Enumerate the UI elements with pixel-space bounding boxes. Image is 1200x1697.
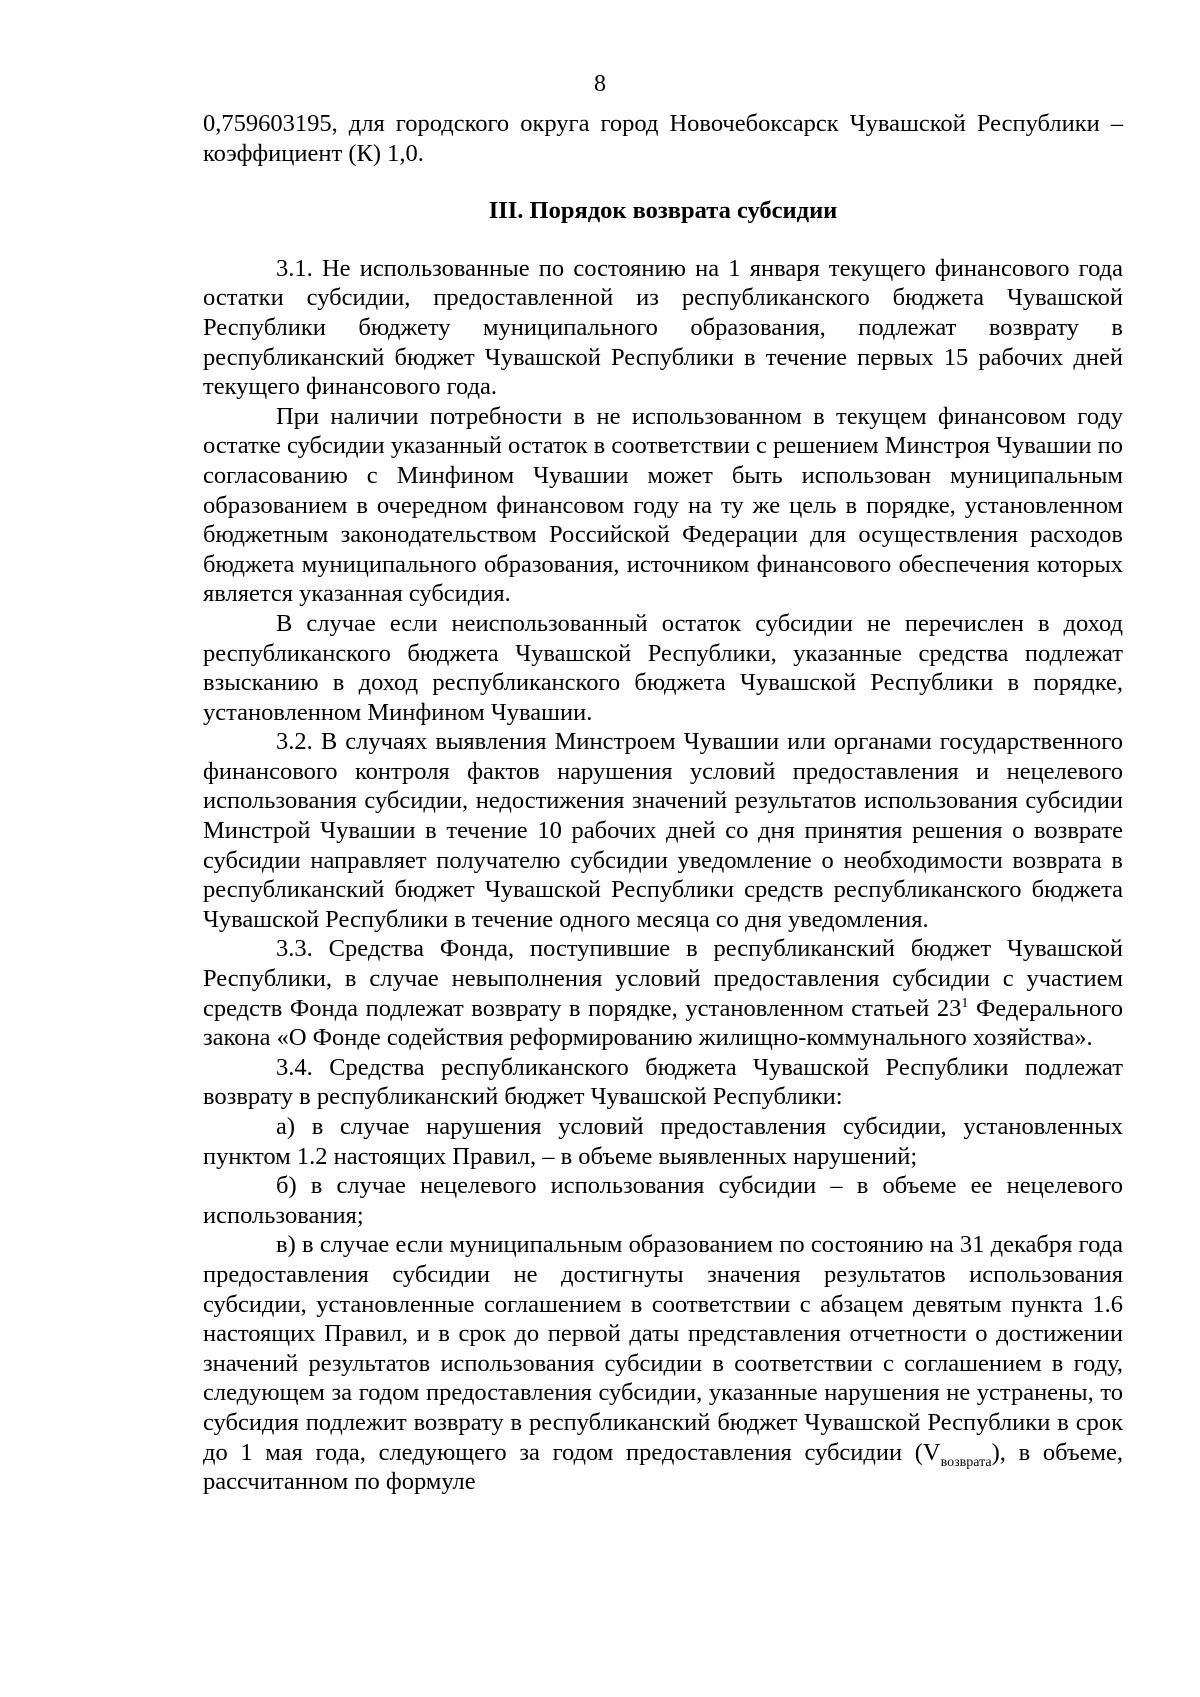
list-item-v-text-end: ), в объеме, рассчитанном по формуле — [203, 1438, 1123, 1496]
paragraph-3-3-text-end: Федерального закона «О Фонде содействия реформированию жилищно-коммунального хозяйства». — [203, 994, 1123, 1052]
list-item-v-text: в) в случае если муниципальным образованием по состоянию на 31 декабря года предоставления субсидии не достигнуты значения результатов использования субсидии, установленные соглашением в соответствии с абзацем девятым пункта 1.6 настоящих Правил, и в срок до первой даты представления отчетности о достижении значений результатов использования субсидии в соответствии с соглашением в году, следующем за годом предоставления субсидии, указанные нарушения не устранены, то субсидия подлежит возврату в республиканский бюджет Чувашской Республики в срок до 1 мая года, следующего за годом предоставления субсидии (V — [203, 1231, 1123, 1466]
paragraph-3-2: 3.2. В случаях выявления Минстроем Чувашии или органами государственного финансового контроля фактов нарушения условий предоставления и нецелевого использования субсидии, недостижения значений результатов использования субсидии Минстрой Чувашии в течение 10 рабочих дней со дня принятия решения о возврате субсидии направляет получателю субсидии уведомление о необходимости возврата в республиканский бюджет Чувашской Республики средств республиканского бюджета Чувашской Республики в течение одного месяца со дня уведомления. — [203, 728, 1123, 933]
document-body — [203, 109, 1123, 1497]
paragraph-continuation: 0,759603195, для городского округа город Новочебоксарск Чувашской Республики – коэффициент (К) 1,0. — [203, 110, 1123, 167]
page-number: 8 — [594, 71, 606, 97]
v-subscript: возврата — [940, 1454, 992, 1470]
paragraph-3-3 — [203, 934, 1123, 1052]
paragraph-remaining-balance-use: При наличии потребности в не использованном в текущем финансовом году остатке субсидии указанный остаток в соответствии с решением Минстроя Чувашии по согласованию с Минфином Чувашии может быть использован муниципальным образованием в очередном финансовом году на ту же цель в порядке, установленном бюджетным законодательством Российской Федерации для осуществления расходов бюджета муниципального образования, источником финансового обеспечения которых является указанная субсидия. — [203, 402, 1123, 608]
paragraph-3-1: 3.1. Не использованные по состоянию на 1 января текущего финансового года остатки субсидии, предоставленной из республиканского бюджета Чувашской Республики бюджету муниципального образования, подлежат возврату в республиканский бюджет Чувашской Республики в течение первых 15 рабочих дней текущего финансового года. — [203, 254, 1123, 401]
list-item-b: б) в случае нецелевого использования субсидии – в объеме ее нецелевого использования; — [203, 1172, 1123, 1229]
paragraph-3-3-text: 3.3. Средства Фонда, поступившие в республиканский бюджет Чувашской Республики, в случае невыполнения условий предоставления субсидии с участием средств Фонда подлежат возврату в порядке, установленном статьей 23 — [203, 935, 1123, 1022]
list-item-v — [203, 1230, 1123, 1496]
section-title: III. Порядок возврата субсидии — [488, 197, 838, 225]
list-item-a: а) в случае нарушения условий предоставления субсидии, установленных пунктом 1.2 настоящих Правил, – в объеме выявленных нарушений; — [203, 1113, 1123, 1170]
article-superscript: 1 — [961, 995, 969, 1011]
paragraph-3-4: 3.4. Средства республиканского бюджета Чувашской Республики подлежат возврату в республиканский бюджет Чувашской Республики: — [203, 1053, 1123, 1111]
paragraph-recovery: В случае если неиспользованный остаток субсидии не перечислен в доход республиканского бюджета Чувашской Республики, указанные средства подлежат взысканию в доход республиканского бюджета Чувашской Республики в порядке, установленном Минфином Чувашии. — [203, 609, 1123, 726]
